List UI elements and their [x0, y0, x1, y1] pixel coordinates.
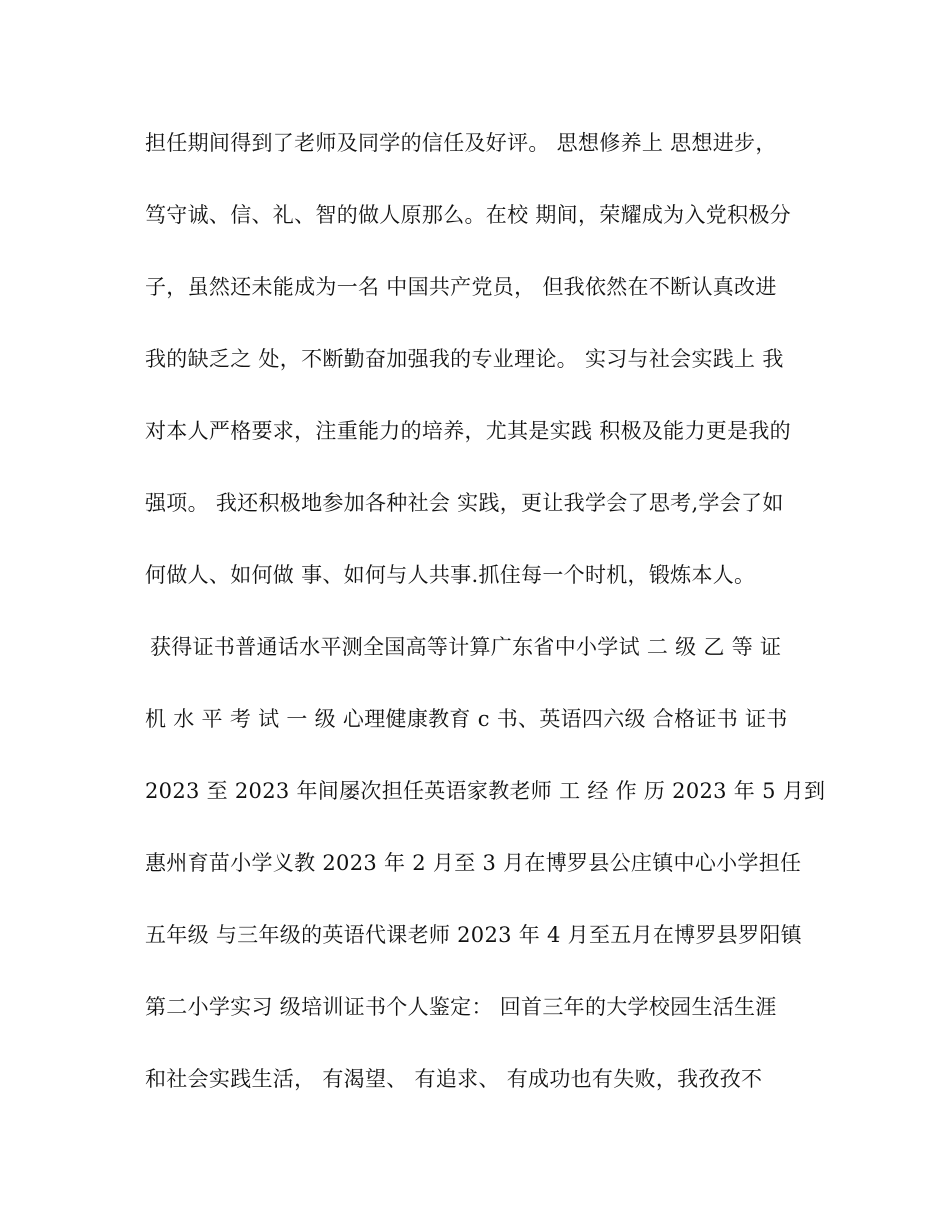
text-line: 惠州育苗小学义教 2023 年 2 月至 3 月在博罗县公庄镇中心小学担任 — [145, 851, 802, 875]
text-line: 子，虽然还未能成为一名 中国共产党员， 但我依然在不断认真改进 — [145, 275, 777, 299]
text-line: 笃守诚、信、礼、智的做人原那么。在校 期间，荣耀成为入党积极分 — [145, 203, 791, 227]
text-line: 2023 至 2023 年间屡次担任英语家教老师 工 经 作 历 2023 年 5 月到 — [145, 779, 826, 803]
text-line: 强项。 我还积极地参加各种社会 实践，更让我学会了思考,学会了如 — [145, 491, 784, 515]
text-line: 机 水 平 考 试 一 级 心理健康教育 c 书、英语四六级 合格证书 证书 — [145, 707, 788, 731]
text-line: 何做人、如何做 事、如何与人共事.抓住每一个时机，锻炼本人。 — [145, 563, 756, 587]
text-line: 对本人严格要求，注重能力的培养，尤其是实践 积极及能力更是我的 — [145, 419, 791, 443]
text-line: 和社会实践生活， 有渴望、 有追求、 有成功也有失败，我孜孜不 — [145, 1067, 763, 1091]
text-line: 担任期间得到了老师及同学的信任及好评。 思想修养上 思想进步， — [145, 131, 777, 155]
text-line: 获得证书普通话水平测全国高等计算广东省中小学试 二 级 乙 等 证 — [150, 635, 782, 659]
text-line: 第二小学实习 级培训证书个人鉴定： 回首三年的大学校园生活生涯 — [145, 995, 777, 1019]
text-line: 五年级 与三年级的英语代课老师 2023 年 4 月至五月在博罗县罗阳镇 — [145, 923, 802, 947]
text-line: 我的缺乏之 处，不断勤奋加强我的专业理论。 实习与社会实践上 我 — [145, 347, 784, 371]
